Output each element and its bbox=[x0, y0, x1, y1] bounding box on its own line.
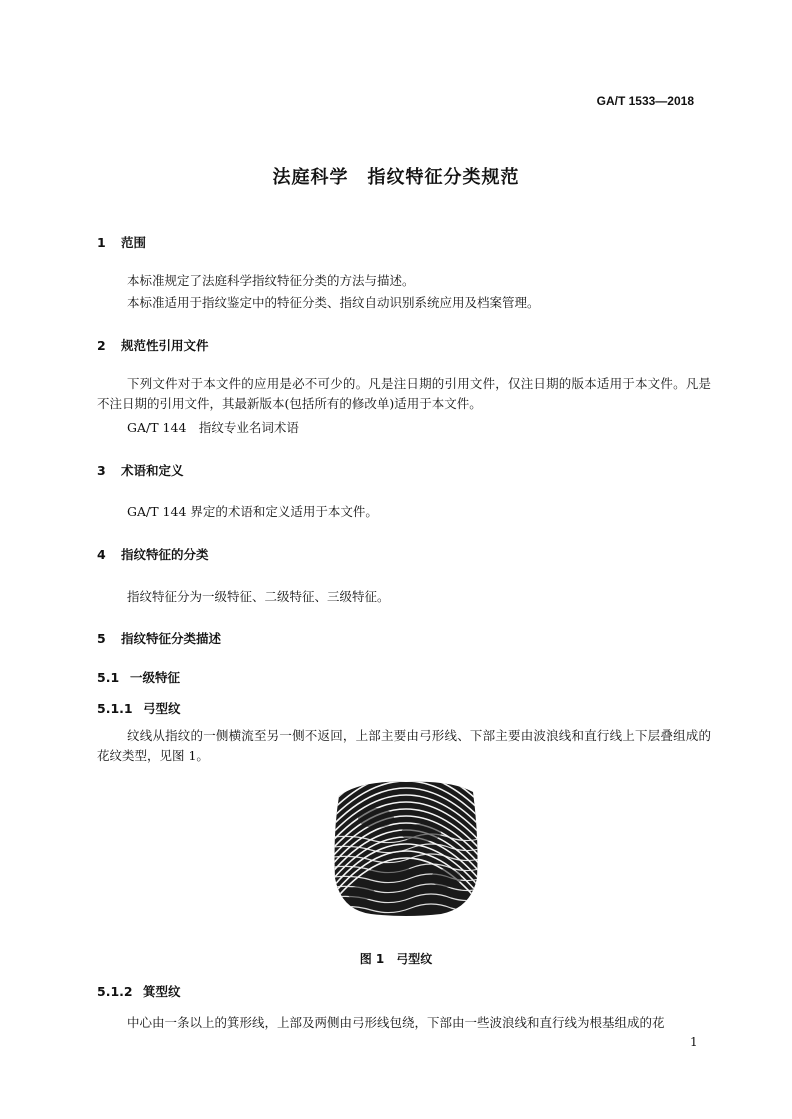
normative-reference: GA/T 144 指纹专业名词术语 bbox=[127, 420, 299, 435]
section-3-heading bbox=[97, 461, 184, 479]
section-title: 术语和定义 bbox=[121, 463, 184, 478]
paragraph: 下列文件对于本文件的应用是必不可少的。凡是注日期的引用文件，仅注日期的版本适用于本文件。凡是不注日期的引用文件，其最新版本(包括所有的修改单)适用于本文件。 bbox=[97, 376, 711, 411]
section-title: 弓型纹 bbox=[143, 701, 181, 716]
page-number: 1 bbox=[690, 1035, 698, 1049]
section-title: 规范性引用文件 bbox=[121, 338, 209, 353]
section-4-heading bbox=[97, 545, 209, 563]
section-number: 5 bbox=[97, 631, 106, 646]
paragraph: 指纹特征分为一级特征、二级特征、三级特征。 bbox=[127, 589, 390, 604]
section-number: 4 bbox=[97, 547, 106, 562]
section-number: 3 bbox=[97, 463, 106, 478]
section-5-1-2-heading bbox=[97, 982, 181, 1000]
fingerprint-ridges bbox=[331, 778, 481, 918]
section-1-heading bbox=[97, 233, 146, 251]
section-number: 2 bbox=[97, 338, 106, 353]
section-number: 5.1 bbox=[97, 670, 120, 685]
paragraph: 中心由一条以上的箕形线，上部及两侧由弓形线包绕，下部由一些波浪线和直行线为根基组成的花 bbox=[127, 1015, 665, 1030]
paragraph: 纹线从指纹的一侧横流至另一侧不返回，上部主要由弓形线、下部主要由波浪线和直行线上下层叠组成的花纹类型，见图 1。 bbox=[97, 728, 711, 763]
paragraph: 本标准适用于指纹鉴定中的特征分类、指纹自动识别系统应用及档案管理。 bbox=[127, 295, 540, 310]
arch-fingerprint-image bbox=[331, 778, 481, 918]
paragraph: GA/T 144 界定的术语和定义适用于本文件。 bbox=[127, 504, 378, 519]
section-5-heading bbox=[97, 629, 221, 647]
document-number: GA/T 1533—2018 bbox=[596, 94, 694, 108]
paragraph: 本标准规定了法庭科学指纹特征分类的方法与描述。 bbox=[127, 273, 415, 288]
section-number: 1 bbox=[97, 235, 106, 250]
section-title: 指纹特征分类描述 bbox=[121, 631, 222, 646]
section-title: 范围 bbox=[121, 235, 147, 250]
page-title: 法庭科学 指纹特征分类规范 bbox=[272, 167, 520, 188]
section-title: 指纹特征的分类 bbox=[121, 547, 209, 562]
section-5-1-1-heading bbox=[97, 699, 181, 717]
section-5-1-heading bbox=[97, 668, 180, 686]
section-number: 5.1.2 bbox=[97, 984, 133, 999]
section-number: 5.1.1 bbox=[97, 701, 133, 716]
section-title: 一级特征 bbox=[130, 670, 181, 685]
figure-1-caption: 图 1 弓型纹 bbox=[359, 952, 433, 966]
section-2-heading bbox=[97, 336, 209, 354]
section-title: 箕型纹 bbox=[143, 984, 181, 999]
